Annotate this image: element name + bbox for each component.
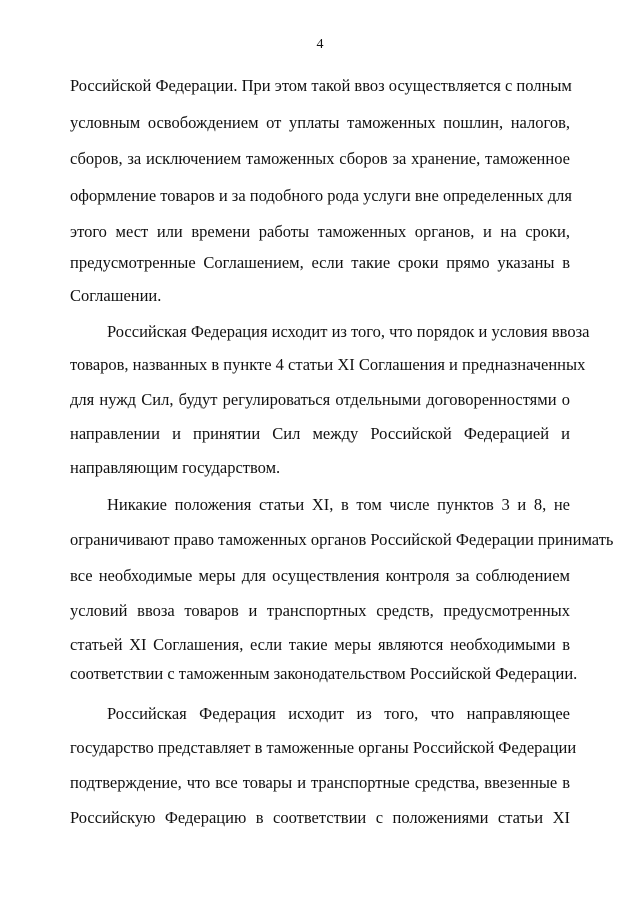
text-line: подтверждение, что все товары и транспортные средства, ввезенные в: [70, 773, 570, 792]
text-line: Российской Федерации. При этом такой ввоз осуществляется с полным: [70, 76, 572, 95]
text-line: направляющим государством.: [70, 458, 281, 477]
text-line: этого мест или времени работы таможенных органов, и на сроки,: [70, 222, 570, 241]
text-line: товаров, названных в пункте 4 статьи XI Соглашения и предназначенных: [70, 355, 586, 374]
text-line: условий ввоза товаров и транспортных средств, предусмотренных: [70, 601, 570, 620]
text-line: оформление товаров и за подобного рода услуги вне определенных для: [70, 186, 573, 205]
text-line: Никакие положения статьи XI, в том числе пунктов 3 и 8, не: [107, 495, 570, 514]
text-line: для нужд Сил, будут регулироваться отдельными договоренностями о: [70, 390, 570, 409]
text-line: предусмотренные Соглашением, если такие сроки прямо указаны в: [70, 253, 570, 272]
text-line: Соглашении.: [70, 286, 162, 305]
text-line: Российскую Федерацию в соответствии с положениями статьи XI: [70, 808, 570, 827]
text-line: направлении и принятии Сил между Российской Федерацией и: [70, 424, 570, 443]
text-line: соответствии с таможенным законодательством Российской Федерации.: [70, 664, 578, 683]
text-line: ограничивают право таможенных органов Российской Федерации принимать: [70, 530, 614, 549]
text-line: Российская Федерация исходит из того, что порядок и условия ввоза: [107, 322, 590, 341]
page-number: 4: [316, 37, 324, 52]
text-line: все необходимые меры для осуществления контроля за соблюдением: [70, 566, 570, 585]
text-line: Российская Федерация исходит из того, что направляющее: [107, 704, 570, 723]
text-line: статьей XI Соглашения, если такие меры являются необходимыми в: [70, 635, 570, 654]
text-line: сборов, за исключением таможенных сборов за хранение, таможенное: [70, 149, 570, 168]
text-line: государство представляет в таможенные органы Российской Федерации: [70, 738, 577, 757]
text-line: условным освобождением от уплаты таможенных пошлин, налогов,: [70, 113, 570, 132]
